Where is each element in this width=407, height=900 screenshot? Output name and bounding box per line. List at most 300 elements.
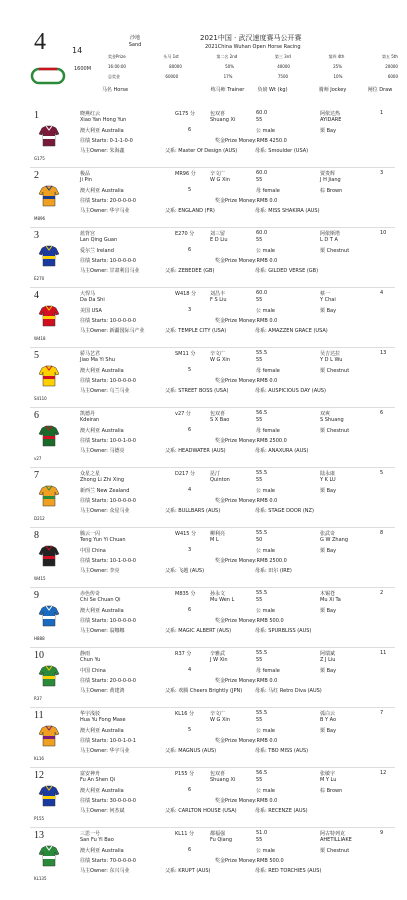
dam: 母系: Smoulder (USA): [255, 148, 309, 154]
horse-name-cn: 大悍马: [80, 291, 96, 297]
entry-number: 3: [34, 230, 39, 241]
horse-origin: 新西兰 New Zealand: [80, 488, 130, 494]
horse-rating: G175 分: [175, 111, 196, 117]
horse-owner: 马主Owner: 朱海鑫: [80, 148, 125, 154]
trainer-name: 都福强: [210, 831, 226, 837]
horse-rating: D217 分: [175, 471, 195, 477]
weight: 55.5: [256, 470, 268, 476]
horse-code: v27: [34, 456, 42, 461]
prize-money: 奖金Prize Money:RMB 2500.0: [215, 558, 287, 564]
horse-name-cn: 凯德丹: [80, 411, 96, 417]
race-title-en: 2021China Wuhan Open Horse Racing: [205, 44, 301, 50]
entry-row: [0, 290, 407, 348]
dam: 母系: AUSPICIOUS DAY (AUS): [255, 388, 326, 394]
trainer-name: 刘昌丰: [210, 291, 226, 297]
jockey-silk-icon: [38, 304, 60, 328]
horse-owner: 马主Owner: 翁娜娜: [80, 628, 125, 634]
entry-row: [0, 590, 407, 648]
weight: 55.5: [256, 710, 268, 716]
horse-color: 栗 Chestnut: [320, 368, 350, 374]
dam: 母系: TBO MISS (AUS): [255, 748, 309, 754]
horse-owner: 马主Owner: 华宇马业: [80, 208, 130, 214]
barrier-number: 1: [380, 110, 384, 116]
entry-number: 11: [34, 710, 44, 721]
horse-name-en: San Fu Yi Bao: [80, 837, 114, 843]
race-title-cn: 2021中国 · 武汉速度赛马公开赛: [200, 34, 302, 42]
horse-name-cn: 静雨: [80, 651, 91, 657]
dam: 母系: GILDED VERSE (GB): [255, 268, 319, 274]
trainer-name-en: J W Xin: [210, 657, 228, 663]
weight: 55.5: [256, 350, 268, 356]
prize-row-totals: 总奖金 60000 17% 7500 10% 6000: [108, 74, 398, 79]
horse-color: 栗 Chestnut: [320, 248, 350, 254]
entry-row: [0, 530, 407, 588]
horse-name-cn: 华宇浅驳: [80, 711, 101, 717]
horse-name-en: Ji Pin: [80, 177, 92, 183]
weight: 56.5: [256, 410, 268, 416]
jockey-silk-icon: [38, 484, 60, 508]
entry-number: 2: [34, 170, 39, 181]
weight-secondary: 55: [256, 657, 263, 663]
horse-name-cn: 赤色传奇: [80, 591, 101, 597]
horse-code: KL16: [34, 756, 44, 761]
horse-rating: W418 分: [175, 291, 197, 297]
weight: 60.0: [256, 110, 268, 116]
sire: 父系: ZEBEDEE (GB): [165, 268, 215, 274]
jockey-silk-icon: [38, 544, 60, 568]
row-separator: [30, 587, 395, 588]
weight: 60.0: [256, 230, 268, 236]
col-jockey: 骑师 Jockey: [318, 87, 347, 93]
horse-name-en: Lan Qing Guan: [80, 237, 118, 243]
horse-color: 栗 Bay: [320, 128, 337, 134]
row-separator: [30, 287, 395, 288]
horse-sex: 公 male: [256, 128, 275, 134]
trainer-name: 刘三留: [210, 231, 226, 237]
horse-sex: 公 male: [256, 788, 275, 794]
entry-number: 1: [34, 110, 39, 121]
horse-color: 栗 Bay: [320, 548, 337, 554]
row-separator: [30, 227, 395, 228]
trainer-name: 辛文广: [210, 171, 226, 177]
dam: 母系: SPURBLISS (AUS): [255, 628, 312, 634]
horse-owner: 马主Owner: 李亮: [80, 568, 120, 574]
entry-row: [0, 110, 407, 168]
horse-rating: E270 分: [175, 231, 195, 237]
horse-name-en: Chun Yu: [80, 657, 101, 663]
jockey-silk-icon: [38, 364, 60, 388]
barrier-number: 3: [380, 170, 384, 176]
col-weight: 负磅 Wt (kg): [257, 87, 288, 93]
jockey-name: 吴吉达拉: [320, 351, 341, 357]
horse-origin: 澳大利亚 Australia: [80, 608, 124, 614]
sire: 父系: TEMPLE CITY (USA): [165, 328, 227, 334]
horse-starts: 往绩 Starts: 10-0-1-0-1: [80, 738, 136, 744]
entry-row: [0, 710, 407, 768]
horse-origin: 澳大利亚 Australia: [80, 788, 124, 794]
jockey-name-en: Z J Liu: [320, 657, 336, 663]
dam: 母系: 田尔 (IRE): [255, 568, 292, 574]
horse-starts: 往绩 Starts: 10-0-0-0-0: [80, 618, 136, 624]
horse-owner: 马主Owner: 东兴马业: [80, 868, 130, 874]
dam: 母系: MISS SHAKIRA (AUS): [255, 208, 320, 214]
horse-name-cn: 富安神舟: [80, 771, 101, 777]
trainer-name-en: W G Xin: [210, 357, 230, 363]
trainer-name: 昆汀: [210, 471, 221, 477]
horse-code: D212: [34, 516, 45, 521]
sire: 父系: 飞越 (AUS): [165, 568, 205, 574]
jockey-silk-icon: [38, 244, 60, 268]
horse-owner: 马主Owner: 黄建鸿: [80, 688, 125, 694]
jockey-name-en: J H Jiang: [320, 177, 341, 183]
trainer-name-en: Shuang Xi: [210, 777, 236, 783]
horse-name-en: Teng Yun Yi Chuan: [80, 537, 126, 543]
row-separator: [30, 707, 395, 708]
horse-age: 6: [188, 847, 192, 853]
horse-age: 6: [188, 247, 192, 253]
trainer-name: 辛文广: [210, 351, 226, 357]
jockey-silk-icon: [38, 424, 60, 448]
horse-age: 5: [188, 367, 192, 373]
horse-age: 6: [188, 127, 192, 133]
barrier-number: 9: [380, 830, 384, 836]
horse-name-cn: 极品: [80, 171, 91, 177]
prize-money: 奖金Prize Money:RMB 0.0: [215, 738, 278, 744]
horse-origin: 澳大利亚 Australia: [80, 728, 124, 734]
trainer-name: 辛文广: [210, 711, 226, 717]
horse-starts: 往绩 Starts: 0-1-1-0-0: [80, 138, 133, 144]
barrier-number: 7: [380, 710, 384, 716]
barrier-number: 6: [380, 410, 384, 416]
jockey-name: 双爽: [320, 411, 331, 417]
row-separator: [30, 347, 395, 348]
horse-origin: 爱尔兰 Ireland: [80, 248, 114, 254]
horse-color: 栗 Bay: [320, 668, 337, 674]
race-sub-number: 14: [72, 46, 83, 55]
trainer-name-en: F S Liu: [210, 297, 227, 303]
entry-number: 4: [34, 290, 39, 301]
surface-label: 沙地 Sand: [128, 35, 142, 48]
horse-sex: 母 female: [256, 188, 280, 194]
horse-age: 5: [188, 187, 192, 193]
entry-row: [0, 830, 407, 888]
horse-rating: M835 分: [175, 591, 196, 597]
entry-row: [0, 770, 407, 828]
horse-owner: 马主Owner: 乌兰马业: [80, 388, 130, 394]
trainer-name: 孙永文: [210, 591, 226, 597]
dam: 母系: STAGE DOOR (NZ): [255, 508, 314, 514]
prize-money: 奖金Prize Money:RMB 0.0: [215, 258, 278, 264]
trainer-name: 包双喜: [210, 411, 226, 417]
horse-sex: 母 female: [256, 368, 280, 374]
horse-code: P155: [34, 816, 45, 821]
horse-rating: R37 分: [175, 651, 192, 657]
barrier-number: 8: [380, 530, 384, 536]
col-trainer: 练马师 Trainer: [210, 87, 245, 93]
horse-name-en: Fu An Shen Qi: [80, 777, 116, 783]
entry-number: 6: [34, 410, 39, 421]
horse-starts: 往绩 Starts: 30-0-0-0-0: [80, 798, 136, 804]
trainer-name-en: Mu Wen L: [210, 597, 235, 603]
horse-rating: KL16 分: [175, 711, 195, 717]
trainer-name-en: E D Liu: [210, 237, 228, 243]
weight: 60.0: [256, 290, 268, 296]
entry-number: 10: [34, 650, 44, 661]
weight: 51.0: [256, 830, 268, 836]
horse-origin: 美国 USA: [80, 308, 102, 314]
entry-row: [0, 230, 407, 288]
entry-row: [0, 470, 407, 528]
jockey-silk-icon: [38, 664, 60, 688]
race-header: [0, 0, 407, 110]
horse-starts: 往绩 Starts: 20-0-0-0-0: [80, 198, 136, 204]
jockey-name: 张敏宇: [320, 771, 336, 777]
sire: 父系: MAGIC ALBERT (AUS): [165, 628, 232, 634]
sire: 父系: STREET BOSS (USA): [165, 388, 229, 394]
horse-code: W415: [34, 576, 46, 581]
jockey-name: 贾贵辉: [320, 171, 336, 177]
entry-number: 13: [34, 830, 44, 841]
barrier-number: 13: [380, 350, 387, 356]
dam: 母系: RECENZE (AUS): [255, 808, 308, 814]
prize-money: 奖金Prize Money:RMB 0.0: [215, 378, 278, 384]
horse-sex: 公 male: [256, 728, 275, 734]
horse-name-cn: 蓝背宫: [80, 231, 96, 237]
horse-name-en: Jiao Ma Yi Shu: [80, 357, 115, 363]
jockey-silk-icon: [38, 784, 60, 808]
horse-name-cn: 众星之星: [80, 471, 101, 477]
weight: 55.5: [256, 590, 268, 596]
jockey-name-en: S Shuang: [320, 417, 344, 423]
weight: 55.5: [256, 530, 268, 536]
prize-money: 奖金Prize Money:RMB 2500.0: [215, 438, 287, 444]
horse-origin: 澳大利亚 Australia: [80, 188, 124, 194]
dam: 母系: RED TORCHIES (AUS): [255, 868, 322, 874]
horse-name-en: Hua Yu Fong Mase: [80, 717, 126, 723]
jockey-silk-icon: [38, 184, 60, 208]
prize-money: 奖金Prize Money:RMB 0.0: [215, 318, 278, 324]
jockey-name: 陆永康: [320, 471, 336, 477]
jockey-silk-icon: [38, 124, 60, 148]
horse-color: 棕 Brown: [320, 188, 343, 194]
horse-color: 栗 Bay: [320, 308, 337, 314]
weight-secondary: 55: [256, 717, 263, 723]
trainer-name-en: S X Bao: [210, 417, 230, 423]
horse-rating: MR96 分: [175, 171, 196, 177]
horse-origin: 澳大利亚 Australia: [80, 128, 124, 134]
trainer-name: 包双喜: [210, 111, 226, 117]
horse-name-en: Da Da Shi: [80, 297, 105, 303]
prize-money: 奖金Prize Money:RMB 0.0: [215, 498, 278, 504]
horse-color: 栗 Bay: [320, 728, 337, 734]
horse-age: 3: [188, 547, 192, 553]
trainer-name: 柳利亮: [210, 531, 226, 537]
horse-origin: 中国 China: [80, 668, 106, 674]
barrier-number: 11: [380, 650, 387, 656]
horse-color: 栗 Chestnut: [320, 848, 350, 854]
horse-origin: 澳大利亚 Australia: [80, 848, 124, 854]
horse-starts: 往绩 Starts: 10-0-1-0-0: [80, 438, 136, 444]
weight: 60.0: [256, 170, 268, 176]
jockey-name: 张武奇: [320, 531, 336, 537]
horse-name-cn: 骄马艺君: [80, 351, 101, 357]
horse-color: 栗 Bay: [320, 608, 337, 614]
horse-starts: 往绩 Starts: 20-0-0-0-0: [80, 678, 136, 684]
row-separator: [30, 407, 395, 408]
horse-age: 3: [188, 307, 192, 313]
weight-secondary: 55: [256, 237, 263, 243]
horse-code: M896: [34, 216, 46, 221]
jockey-silk-icon: [38, 844, 60, 868]
horse-name-en: Kdeiran: [80, 417, 100, 423]
sire: 父系: KRUPT (AUS): [165, 868, 211, 874]
horse-age: 6: [188, 787, 192, 793]
horse-code: KL135: [34, 876, 47, 881]
row-separator: [30, 167, 395, 168]
horse-name-en: Chi Se Chuan Qi: [80, 597, 121, 603]
horse-color: 栗 Chestnut: [320, 428, 350, 434]
weight-secondary: 50: [256, 537, 263, 543]
jockey-name: 蔡一: [320, 291, 331, 297]
horse-owner: 马主Owner: 何杰斌: [80, 808, 125, 814]
prize-money: 奖金Prize Money:RMB 500.0: [215, 618, 284, 624]
jockey-name: 木锡苍: [320, 591, 336, 597]
horse-rating: W415 分: [175, 531, 197, 537]
row-separator: [30, 647, 395, 648]
horse-color: 棕 Brown: [320, 788, 343, 794]
jockey-silk-icon: [38, 604, 60, 628]
horse-age: 6: [188, 607, 192, 613]
row-separator: [30, 827, 395, 828]
horse-owner: 马主Owner: 众星马业: [80, 508, 130, 514]
weight-secondary: 55: [256, 777, 263, 783]
barrier-number: 12: [380, 770, 387, 776]
horse-sex: 公 male: [256, 248, 275, 254]
horse-starts: 往绩 Starts: 10-1-0-0-0: [80, 558, 136, 564]
sire: 父系: 欢腾 Cheers Brightly (JPN): [165, 688, 243, 694]
prize-money: 奖金Prize Money:RMB 0.0: [215, 798, 278, 804]
horse-age: 4: [188, 667, 192, 673]
col-barrier: 闸位 Draw: [367, 87, 393, 93]
horse-owner: 马主Owner: 华宇马业: [80, 748, 130, 754]
weight-secondary: 55: [256, 117, 263, 123]
barrier-number: 5: [380, 470, 384, 476]
horse-name-en: Xiao Yan Hong Yun: [80, 117, 127, 123]
entry-number: 12: [34, 770, 44, 781]
horse-starts: 往绩 Starts: 10-0-0-0-0: [80, 498, 136, 504]
horse-origin: 澳大利亚 Australia: [80, 428, 124, 434]
horse-sex: 公 male: [256, 308, 275, 314]
prize-money: 奖金Prize Money:RMB 500.0: [215, 858, 284, 864]
horse-code: R37: [34, 696, 42, 701]
weight-secondary: 55: [256, 477, 263, 483]
jockey-name: 弧白云: [320, 711, 336, 717]
entry-number: 7: [34, 470, 39, 481]
trainer-name-en: W G Xin: [210, 177, 230, 183]
jockey-name-en: Y K LU: [320, 477, 336, 483]
dam: 母系: 马红 Retro Diva (AUS): [255, 688, 322, 694]
horse-starts: 往绩 Starts: 10-0-0-0-0: [80, 318, 136, 324]
trainer-name-en: M L: [210, 537, 219, 543]
prize-row-values: 16:00:00 80000 50% 40000 25% 20000: [108, 64, 398, 69]
jockey-name: 阿依达热: [320, 111, 341, 117]
jockey-name: 阿瑞斌: [320, 651, 336, 657]
barrier-number: 2: [380, 590, 384, 596]
col-horse: 马名 Horse: [101, 87, 129, 93]
dam: 母系: ANAXURA (AUS): [255, 448, 309, 454]
sire: 父系: MAGNUS (AUS): [165, 748, 217, 754]
horse-origin: 中国 China: [80, 548, 106, 554]
horse-starts: 往绩 Starts: 10-0-0-0-0: [80, 378, 136, 384]
horse-rating: P155 分: [175, 771, 195, 777]
prize-money: 奖金Prize Money:RMB 0.0: [215, 678, 278, 684]
trainer-name-en: Quinton: [210, 477, 230, 483]
entry-number: 8: [34, 530, 39, 541]
entry-row: [0, 650, 407, 708]
weight-secondary: 55: [256, 177, 263, 183]
barrier-number: 10: [380, 230, 387, 236]
prize-money: 奖金Prize Money:RMB 0.0: [215, 198, 278, 204]
horse-sex: 母 female: [256, 428, 280, 434]
horse-starts: 往绩 Starts: 70-0-0-0-0: [80, 858, 136, 864]
jockey-name-en: G W Zhang: [320, 537, 348, 543]
horse-code: H888: [34, 636, 45, 641]
horse-rating: v27 分: [175, 411, 191, 417]
jockey-name-en: AYIDARE: [320, 117, 342, 123]
race-distance: 1600M: [74, 66, 92, 72]
jockey-name-en: Y Chai: [320, 297, 336, 303]
entry-number: 9: [34, 590, 39, 601]
sire: 父系: ENGLAND (FR): [165, 208, 215, 214]
race-number: 4: [34, 29, 46, 55]
horse-name-cn: 晓燕红云: [80, 111, 101, 117]
jockey-name-en: AHETILLIAKE: [320, 837, 352, 843]
horse-sex: 公 male: [256, 548, 275, 554]
horse-sex: 公 male: [256, 488, 275, 494]
trainer-name: 包双喜: [210, 771, 226, 777]
weight: 55.5: [256, 650, 268, 656]
sire: 父系: BULLBARS (AUS): [165, 508, 221, 514]
horse-sex: 母 female: [256, 668, 280, 674]
barrier-number: 4: [380, 290, 384, 296]
horse-name-cn: 三思一号: [80, 831, 101, 837]
sire: 父系: CARLTON HOUSE (USA): [165, 808, 237, 814]
entry-row: [0, 350, 407, 408]
prize-money: 奖金Prize Money:RMB 4250.0: [215, 138, 287, 144]
row-separator: [30, 527, 395, 528]
horse-color: 栗 Bay: [320, 488, 337, 494]
jockey-name: 阿古特列克: [320, 831, 346, 837]
horse-code: S4110: [34, 396, 47, 401]
dam: 母系: AMAZZEN GRACE (USA): [255, 328, 328, 334]
weight: 56.5: [256, 770, 268, 776]
entry-number: 5: [34, 350, 39, 361]
horse-code: W418: [34, 336, 46, 341]
horse-age: 6: [188, 427, 192, 433]
jockey-name-en: Y D L Wu: [320, 357, 343, 363]
horse-sex: 公 male: [256, 608, 275, 614]
trainer-name-en: Fu Qiang: [210, 837, 233, 843]
horse-code: G175: [34, 156, 45, 161]
row-separator: [30, 767, 395, 768]
horse-origin: 澳大利亚 Australia: [80, 368, 124, 374]
jockey-name: 阿依斯塔: [320, 231, 341, 237]
jockey-silk-icon: [38, 724, 60, 748]
track-icon: [30, 66, 66, 90]
weight-secondary: 55: [256, 837, 263, 843]
horse-name-en: Zhong Li Zhi Xing: [80, 477, 125, 483]
horse-age: 4: [188, 487, 192, 493]
